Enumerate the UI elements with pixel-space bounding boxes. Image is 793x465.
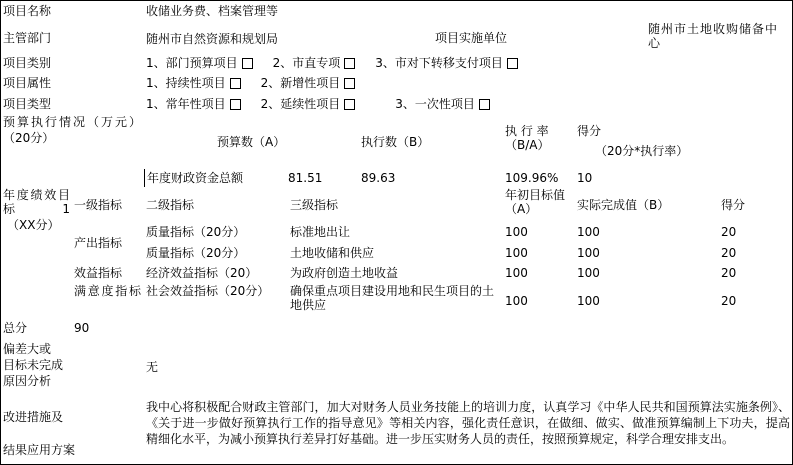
level3-cell: 为政府创造土地收益 bbox=[288, 263, 504, 284]
level1-satisfaction: 满意度指标 bbox=[72, 283, 145, 320]
deviation-label: 偏差大或 目标未完成 原因分析 bbox=[0, 337, 145, 397]
actual-header: 实际完成值（B） bbox=[575, 187, 720, 223]
checkbox-icon[interactable] bbox=[344, 78, 355, 89]
target-cell: 100 bbox=[503, 283, 576, 320]
total-value: 90 bbox=[72, 319, 793, 338]
score-cell: 20 bbox=[719, 222, 793, 243]
total-label: 总分 bbox=[0, 319, 73, 338]
actual-cell: 100 bbox=[575, 242, 720, 264]
perf-section-label: 年度绩效目标1 （XX分） bbox=[0, 187, 73, 320]
checkbox-icon[interactable] bbox=[230, 99, 241, 110]
unit-value: 随州市土地收购储备中心 bbox=[646, 21, 793, 55]
budget-section-label: 预算执行情况（万元） （20分） bbox=[0, 114, 145, 188]
checkbox-icon[interactable] bbox=[344, 58, 355, 69]
level3-cell: 确保重点项目建设用地和民生项目的土地供应 bbox=[288, 283, 504, 320]
unit-label: 项目实施单位 bbox=[433, 21, 647, 55]
checkbox-icon[interactable] bbox=[507, 58, 518, 69]
level3-cell: 标准地出让 bbox=[288, 222, 504, 243]
attribute-options: 1、持续性项目 2、新增性项目 bbox=[144, 72, 793, 95]
target-header: 年初目标值（A） bbox=[503, 187, 576, 223]
improve-value: 我中心将积极配合财政主管部门，加大对财务人员业务技能上的培训力度，认真学习《中华人民共和国预算法实施条例》、《关于进一步做好预算执行工作的指导意见》等相关内容，强化责任意识，在做细、做实、做准预算编制上下功夫，提高精细化水平，为减小预算执行差异打好基础。进一步压实财务人员的责任，按照预算规定，科学合理安排支出。 bbox=[144, 396, 793, 465]
rate-value: 109.96% bbox=[503, 169, 576, 188]
exec-value: 89.63 bbox=[359, 169, 504, 188]
score-cell: 20 bbox=[719, 242, 793, 264]
score-value: 10 bbox=[575, 169, 793, 188]
attribute-label: 项目属性 bbox=[0, 72, 145, 95]
score-cell: 20 bbox=[719, 263, 793, 284]
budget-row-label: 年度财政资金总额 bbox=[144, 169, 287, 188]
level2-cell: 质量指标（20分） bbox=[144, 242, 289, 264]
budget-value: 81.51 bbox=[286, 169, 360, 188]
type-label: 项目类型 bbox=[0, 94, 145, 115]
target-cell: 100 bbox=[503, 263, 576, 284]
level2-header: 二级指标 bbox=[144, 187, 289, 223]
improve-label: 改进措施及 结果应用方案 bbox=[0, 396, 145, 465]
actual-cell: 100 bbox=[575, 283, 720, 320]
rate-col-header: 执 行 率（B/A） bbox=[503, 114, 576, 170]
checkbox-icon[interactable] bbox=[242, 58, 253, 69]
exec-col-header: 执行数（B） bbox=[359, 114, 504, 170]
department-value: 随州市自然资源和规划局 bbox=[144, 21, 434, 55]
department-label: 主管部门 bbox=[0, 21, 145, 55]
level1-benefit: 效益指标 bbox=[72, 263, 145, 284]
checkbox-icon[interactable] bbox=[344, 99, 355, 110]
type-options: 1、常年性项目 2、延续性项目 3、一次性项目 bbox=[144, 94, 793, 115]
category-options: 1、部门预算项目 2、市直专项 3、市对下转移支付项目 bbox=[144, 54, 793, 73]
score-cell: 20 bbox=[719, 283, 793, 320]
project-name-value: 收储业务费、档案管理等 bbox=[144, 0, 793, 22]
checkbox-icon[interactable] bbox=[479, 99, 490, 110]
checkbox-icon[interactable] bbox=[230, 78, 241, 89]
actual-cell: 100 bbox=[575, 222, 720, 243]
level3-cell: 土地收储和供应 bbox=[288, 242, 504, 264]
level2-cell: 质量指标（20分） bbox=[144, 222, 289, 243]
level3-header: 三级指标 bbox=[288, 187, 504, 223]
category-label: 项目类别 bbox=[0, 54, 145, 73]
level2-cell: 社会效益指标（20分） bbox=[144, 283, 289, 320]
target-cell: 100 bbox=[503, 242, 576, 264]
budget-col-header: 预算数（A） bbox=[215, 114, 360, 170]
level2-cell: 经济效益指标（20） bbox=[144, 263, 289, 284]
project-name-label: 项目名称 bbox=[0, 0, 145, 22]
target-cell: 100 bbox=[503, 222, 576, 243]
score-col-header: 得分 （20分*执行率） bbox=[575, 114, 793, 170]
actual-cell: 100 bbox=[575, 263, 720, 284]
level1-output: 产出指标 bbox=[72, 222, 145, 264]
score-header: 得分 bbox=[719, 187, 793, 223]
budget-blank-cell bbox=[144, 114, 216, 170]
level1-header: 一级指标 bbox=[72, 187, 145, 223]
deviation-value: 无 bbox=[144, 337, 793, 397]
